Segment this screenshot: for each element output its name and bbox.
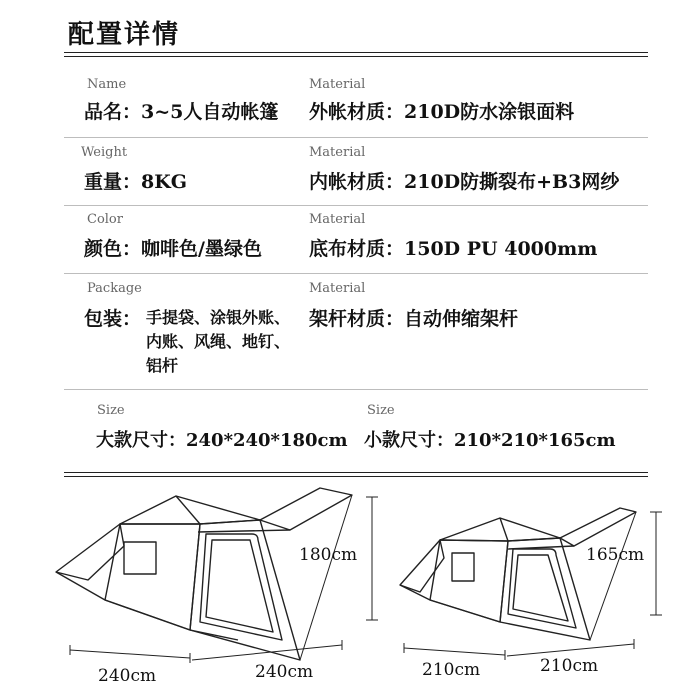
large-width-left-label: 240cm xyxy=(98,666,157,686)
floor-material-label: Material xyxy=(309,212,366,227)
name-label: Name xyxy=(87,77,127,92)
product-name-value: 品名：3~5人自动帐篷 xyxy=(84,101,279,123)
package-label: Package xyxy=(87,281,142,296)
frame-material-label: Material xyxy=(309,281,366,296)
large-height-label: 180cm xyxy=(299,545,358,565)
package-line: 铝杆 xyxy=(146,356,179,375)
inner-material-value: 内帐材质：210D防撕裂布+B3网纱 xyxy=(309,171,620,193)
size-small-label: Size xyxy=(367,403,395,418)
inner-material-label: Material xyxy=(309,145,366,160)
large-width-right-label: 240cm xyxy=(255,662,314,682)
weight-label: Weight xyxy=(81,145,128,160)
package-line: 手提袋、涂银外账、 xyxy=(146,308,291,327)
size-large-label: Size xyxy=(97,403,125,418)
small-height-label: 165cm xyxy=(586,545,645,565)
frame-material-value: 架杆材质：自动伸缩架杆 xyxy=(309,308,519,330)
size-small-value: 小款尺寸：210*210*165cm xyxy=(364,430,616,451)
page-title: 配置详情 xyxy=(68,20,181,50)
package-line: 内账、风绳、地钉、 xyxy=(146,332,291,351)
outer-material-label: Material xyxy=(309,77,366,92)
floor-material-value: 底布材质：150D PU 4000mm xyxy=(309,238,598,260)
small-width-right-label: 210cm xyxy=(540,656,599,676)
color-value: 颜色：咖啡色/墨绿色 xyxy=(84,238,262,260)
large-tent-icon xyxy=(56,488,378,663)
outer-material-value: 外帐材质：210D防水涂银面料 xyxy=(309,101,575,123)
small-tent-icon xyxy=(400,508,662,660)
size-large-value: 大款尺寸：240*240*180cm xyxy=(96,430,348,451)
weight-value: 重量：8KG xyxy=(84,171,187,193)
color-label: Color xyxy=(87,212,123,227)
package-prefix: 包装： xyxy=(84,308,142,330)
small-width-left-label: 210cm xyxy=(422,660,481,680)
